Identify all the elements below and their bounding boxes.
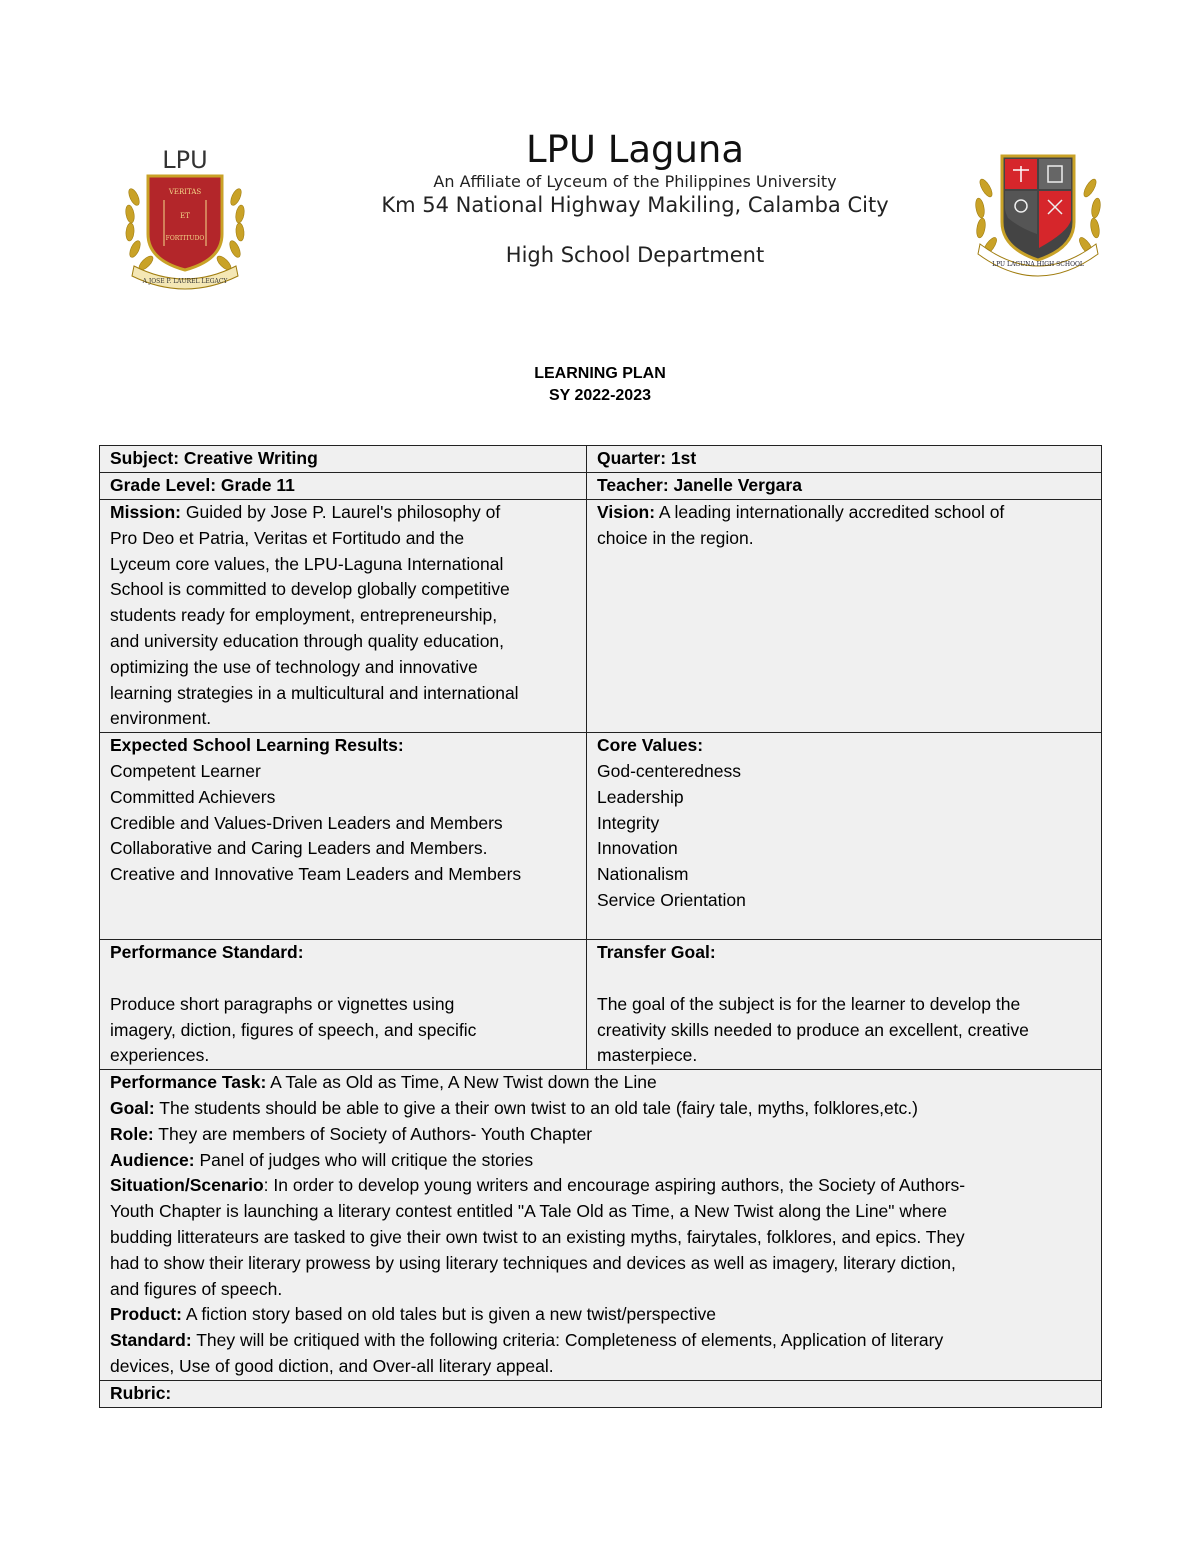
address-line: Km 54 National Highway Makiling, Calamba City: [381, 193, 889, 217]
mission-line: Lyceum core values, the LPU-Laguna International: [110, 553, 504, 574]
transfer-goal-line: The goal of the subject is for the learner to develop the: [597, 993, 1021, 1014]
plan-title-block: [0, 363, 1200, 407]
transfer-goal-label: Transfer Goal:: [597, 942, 716, 963]
core-value-item: Innovation: [597, 838, 678, 859]
eslr-item: Competent Learner: [110, 760, 261, 781]
performance-standard-line: experiences.: [110, 1045, 210, 1066]
standard-line: They will be critiqued with the following criteria: Completeness of elements, Application of literary: [191, 1330, 944, 1351]
mission-line: optimizing the use of technology and innovative: [110, 656, 478, 677]
core-value-item: Service Orientation: [597, 889, 746, 910]
situation-line: and figures of speech.: [110, 1278, 283, 1299]
seal-ribbon-text: LPU LAGUNA HIGH SCHOOL: [992, 261, 1084, 268]
core-value-item: Leadership: [597, 786, 684, 807]
lpu-logo-text: LPU: [162, 146, 208, 174]
product-text: A fiction story based on old tales but is given a new twist/perspective: [181, 1304, 716, 1325]
teacher-cell: Teacher: Janelle Vergara: [587, 473, 1102, 500]
table-row: [100, 1070, 1102, 1381]
mission-line: environment.: [110, 708, 212, 729]
table-row: [100, 500, 1102, 733]
vision-cell: [587, 500, 1102, 733]
school-header: [360, 128, 910, 268]
eslr-item: Credible and Values-Driven Leaders and Members: [110, 812, 503, 833]
situation-line: had to show their literary prowess by using literary techniques and devices as well as imagery, literary diction,: [110, 1252, 956, 1273]
grade-level-cell: Grade Level: Grade 11: [100, 473, 587, 500]
vision-line: A leading internationally accredited school of: [655, 502, 1005, 522]
standard-label: Standard:: [110, 1330, 192, 1351]
vision-label: Vision:: [597, 502, 656, 522]
performance-standard-cell: [100, 940, 587, 1070]
situation-label: Situation/Scenario: [110, 1175, 264, 1196]
goal-label: Goal:: [110, 1097, 155, 1118]
table-row: [100, 473, 1102, 500]
lpu-high-school-seal: [968, 148, 1108, 288]
eslr-item: Creative and Innovative Team Leaders and Members: [110, 864, 522, 885]
mission-line: and university education through quality education,: [110, 630, 505, 651]
mission-line: Pro Deo et Patria, Veritas et Fortitudo and the: [110, 527, 465, 548]
table-row: [100, 446, 1102, 473]
role-label: Role:: [110, 1123, 154, 1144]
core-values-cell: [587, 733, 1102, 940]
mission-line: Guided by Jose P. Laurel's philosophy of: [180, 502, 501, 522]
learning-plan-table: [99, 445, 1102, 1408]
performance-standard-line: Produce short paragraphs or vignettes using: [110, 993, 455, 1014]
role-text: They are members of Society of Authors- Youth Chapter: [153, 1123, 593, 1144]
performance-standard-line: imagery, diction, figures of speech, and specific: [110, 1019, 477, 1040]
mission-line: students ready for employment, entrepreneurship,: [110, 605, 498, 626]
standard-line: devices, Use of good diction, and Over-all literary appeal.: [110, 1355, 554, 1376]
quarter-cell: Quarter: 1st: [587, 446, 1102, 473]
mission-cell: [100, 500, 587, 733]
performance-task-cell: [100, 1070, 1102, 1381]
school-name: LPU Laguna: [525, 128, 745, 171]
eslr-cell: [100, 733, 587, 940]
school-year: SY 2022-2023: [548, 387, 651, 404]
shield-text-veritas: VERITAS: [168, 188, 202, 196]
table-row: [100, 733, 1102, 940]
lpu-logo: [120, 142, 250, 292]
eslr-label: Expected School Learning Results:: [110, 735, 404, 756]
performance-task-text: A Tale as Old as Time, A New Twist down the Line: [266, 1072, 657, 1093]
rubric-cell: Rubric:: [100, 1380, 1102, 1407]
audience-text: Panel of judges who will critique the stories: [194, 1149, 534, 1170]
shield-text-et: ET: [180, 212, 190, 220]
eslr-item: Collaborative and Caring Leaders and Members.: [110, 838, 488, 859]
performance-standard-label: Performance Standard:: [110, 942, 304, 963]
core-value-item: Integrity: [597, 812, 660, 833]
transfer-goal-line: creativity skills needed to produce an excellent, creative: [597, 1019, 1029, 1040]
eslr-item: Committed Achievers: [110, 786, 276, 807]
mission-label: Mission:: [110, 502, 181, 522]
situation-line: budding litterateurs are tasked to give their own twist to an existing myths, fairytales, folklores, and epics. They: [110, 1226, 965, 1247]
plan-title: LEARNING PLAN: [534, 365, 666, 382]
ribbon-text: A JOSE P. LAUREL LEGACY: [142, 278, 228, 285]
core-value-item: God-centeredness: [597, 760, 741, 781]
shield-text-fortitudo: FORTITUDO: [165, 235, 205, 242]
core-value-item: Nationalism: [597, 864, 689, 885]
goal-text: The students should be able to give a their own twist to an old tale (fairy tale, myths, folklores,etc.): [154, 1097, 918, 1118]
table-row: [100, 1380, 1102, 1407]
situation-line: Youth Chapter is launching a literary contest entitled "A Tale Old as Time, a New Twist along the Line" where: [110, 1201, 948, 1222]
mission-line: learning strategies in a multicultural and international: [110, 682, 519, 703]
transfer-goal-cell: [587, 940, 1102, 1070]
transfer-goal-line: masterpiece.: [597, 1045, 698, 1066]
core-values-label: Core Values:: [597, 735, 704, 756]
audience-label: Audience:: [110, 1149, 195, 1170]
department-line: High School Department: [505, 243, 765, 267]
situation-line: : In order to develop young writers and encourage aspiring authors, the Society of Authors-: [263, 1175, 966, 1196]
performance-task-label: Performance Task:: [110, 1072, 267, 1093]
table-row: [100, 940, 1102, 1070]
vision-line: choice in the region.: [597, 527, 754, 548]
product-label: Product:: [110, 1304, 182, 1325]
affiliate-line: An Affiliate of Lyceum of the Philippines University: [433, 172, 837, 191]
mission-line: School is committed to develop globally competitive: [110, 579, 510, 600]
subject-cell: Subject: Creative Writing: [100, 446, 587, 473]
